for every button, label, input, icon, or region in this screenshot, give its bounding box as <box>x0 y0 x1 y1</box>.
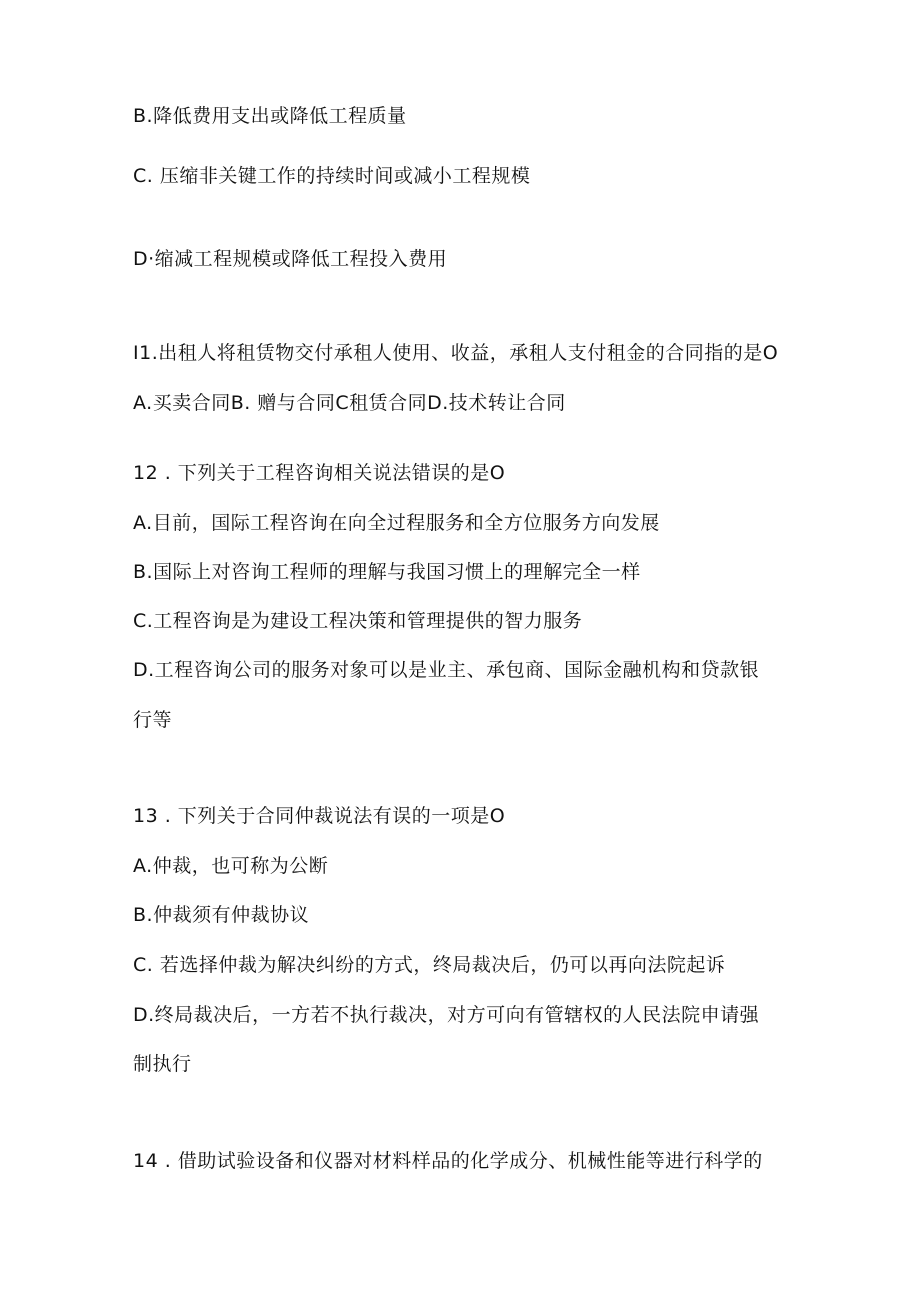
option-d-q13: D.终局裁决后，一方若不执行裁决，对方可向有管辖权的人民法院申请强 <box>133 1004 760 1026</box>
option-b-q12: B.国际上对咨询工程师的理解与我国习惯上的理解完全一样 <box>133 561 641 583</box>
question-13: 13 . 下列关于合同仲裁说法有误的一项是O <box>133 805 506 827</box>
options-q11: A.买卖合同B. 赠与合同C租赁合同D.技术转让合同 <box>133 392 566 414</box>
option-d-q12-continued: 行等 <box>133 709 173 731</box>
option-b-q10: B.降低费用支出或降低工程质量 <box>133 105 407 127</box>
option-d-q10: D·缩减工程规模或降低工程投入费用 <box>133 248 448 270</box>
option-b-q13: B.仲裁须有仲裁协议 <box>133 904 310 926</box>
option-a-q13: A.仲裁，也可称为公断 <box>133 855 329 877</box>
option-c-q10: C. 压缩非关键工作的持续时间或减小工程规模 <box>133 165 531 187</box>
option-c-q12: C.工程咨询是为建设工程决策和管理提供的智力服务 <box>133 610 583 632</box>
option-d-q12: D.工程咨询公司的服务对象可以是业主、承包商、国际金融机构和贷款银 <box>133 659 760 681</box>
question-14: 14 . 借助试验设备和仪器对材料样品的化学成分、机械性能等进行科学的 <box>133 1150 763 1172</box>
option-d-q13-continued: 制执行 <box>133 1053 192 1075</box>
question-11: I1.出租人将租赁物交付承租人使用、收益，承租人支付租金的合同指的是O <box>133 342 779 364</box>
question-12: 12 . 下列关于工程咨询相关说法错误的是O <box>133 462 506 484</box>
option-a-q12: A.目前，国际工程咨询在向全过程服务和全方位服务方向发展 <box>133 512 660 534</box>
option-c-q13: C. 若选择仲裁为解决纠纷的方式，终局裁决后，仍可以再向法院起诉 <box>133 954 726 976</box>
